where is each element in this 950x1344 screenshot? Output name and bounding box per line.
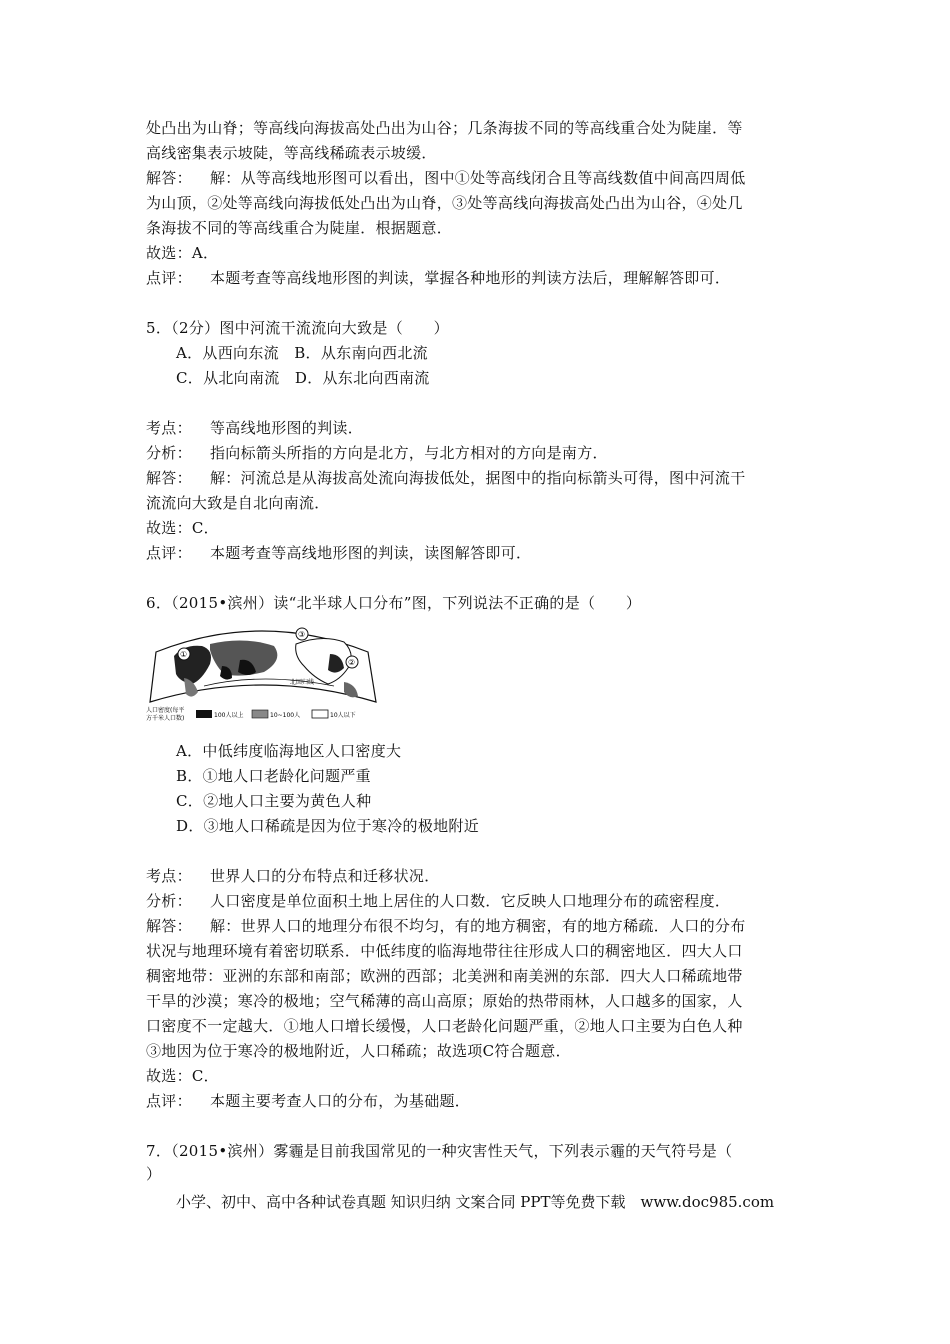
q5-point: 考点： 等高线地形图的判读． [146,419,364,437]
q5-stem: 5．（2分）图中河流干流流向大致是（ ） [146,319,449,337]
q6-analysis: 分析： 人口密度是单位面积土地上居住的人口数．它反映人口地理分布的疏密程度． [146,892,731,910]
q5-answer-line-2: 流流向大致是自北向南流． [146,494,330,512]
q5-options-row-1: A．从西向东流 B．从东南向西北流 [176,344,428,362]
legend-low-label: 10人以下 [330,712,356,719]
q5-answer-line-1: 解答： 解：河流总是从海拔高处流向海拔低处，据图中的指向标箭头可得，图中河流干 [146,469,746,487]
q5-point-label: 考点： [146,419,192,437]
q5-analysis-label: 分析： [146,444,192,462]
q6-point: 考点： 世界人口的分布特点和迁移状况． [146,867,440,885]
q4-answer-label: 解答： [146,169,192,187]
q4-text-line-2: 高线密集表示坡陡，等高线稀疏表示坡缓． [146,144,437,162]
q6-answer-line-5: 口密度不一定越大．①地人口增长缓慢，人口老龄化问题严重，②地人口主要为白色人种 [146,1017,743,1035]
legend-low-swatch [312,710,328,718]
q4-answer-line-2: 为山顶，②处等高线向海拔低处凸出为山脊，③处等高线向海拔高处凸出为山谷，④处几 [146,194,743,212]
marker-1-label: ① [180,650,188,659]
q6-comment-label: 点评： [146,1092,192,1110]
tropic-label: 北回归线 [290,679,315,686]
q6-answer-line-6: ③地因为位于寒冷的极地附近，人口稀疏；故选项C符合题意． [146,1042,571,1060]
legend-high-swatch [196,710,212,718]
q5-comment-label: 点评： [146,544,192,562]
q6-answer-line-4: 干旱的沙漠；寒冷的极地；空气稀薄的高山高原；原始的热带雨林，人口越多的国家，人 [146,992,743,1010]
legend-mid-swatch [252,710,268,718]
legend-title-1: 人口密度(每平 [146,707,185,714]
q6-stem: 6．（2015•滨州）读“北半球人口分布”图，下列说法不正确的是（ ） [146,594,642,612]
q6-choice: 故选：C． [146,1067,219,1085]
q4-answer-line-3: 条海拔不同的等高线重合为陡崖．根据题意． [146,219,453,237]
q6-answer-line-2: 状况与地理环境有着密切联系．中低纬度的临海地带往往形成人口的稠密地区．四大人口 [146,942,743,960]
legend-title-2: 方千米人口数) [146,715,185,722]
q6-point-label: 考点： [146,867,192,885]
q6-option-d: D．③地人口稀疏是因为位于寒冷的极地附近 [176,817,480,835]
q5-answer-label: 解答： [146,469,192,487]
q4-choice: 故选：A． [146,244,219,262]
legend-mid-label: 10~100人 [270,712,301,719]
q5-choice: 故选：C． [146,519,219,537]
legend-high-label: 100人以上 [214,712,244,719]
q7-stem-line-2: ） [146,1165,162,1183]
marker-3-label: ③ [298,630,306,639]
q4-comment-label: 点评： [146,269,192,287]
q6-option-a: A．中低纬度临海地区人口密度大 [176,742,402,760]
marker-2-label: ② [348,658,356,667]
q6-answer-line-3: 稠密地带：亚洲的东部和南部；欧洲的西部；北美洲和南美洲的东部．四大人口稀疏地带 [146,967,743,985]
q6-option-c: C．②地人口主要为黄色人种 [176,792,372,810]
q6-answer-label: 解答： [146,917,192,935]
footer-text: 小学、初中、高中各种试卷真题 知识归纳 文案合同 PPT等免费下载 www.doc985.com [176,1193,775,1211]
q5-analysis: 分析： 指向标箭头所指的方向是北方，与北方相对的方向是南方． [146,444,608,462]
q4-text-line-1: 处凸出为山脊；等高线向海拔高处凸出为山谷；几条海拔不同的等高线重合处为陡崖．等 [146,119,743,137]
population-map-figure [144,620,380,724]
q6-answer-line-1: 解答： 解：世界人口的地理分布很不均匀，有的地方稠密，有的地方稀疏．人口的分布 [146,917,746,935]
q6-analysis-label: 分析： [146,892,192,910]
q6-comment: 点评： 本题主要考查人口的分布，为基础题． [146,1092,471,1110]
q7-stem-line-1: 7．（2015•滨州）雾霾是目前我国常见的一种灾害性天气，下列表示霾的天气符号是（ [146,1142,733,1160]
q5-comment: 点评： 本题考查等高线地形图的判读，读图解答即可． [146,544,532,562]
q6-option-b: B．①地人口老龄化问题严重 [176,767,371,785]
q4-comment: 点评： 本题考查等高线地形图的判读，掌握各种地形的判读方法后，理解解答即可． [146,269,731,287]
q4-answer-line-1: 解答： 解：从等高线地形图可以看出，图中①处等高线闭合且等高线数值中间高四周低 [146,169,746,187]
q5-options-row-2: C．从北向南流 D．从东北向西南流 [176,369,430,387]
